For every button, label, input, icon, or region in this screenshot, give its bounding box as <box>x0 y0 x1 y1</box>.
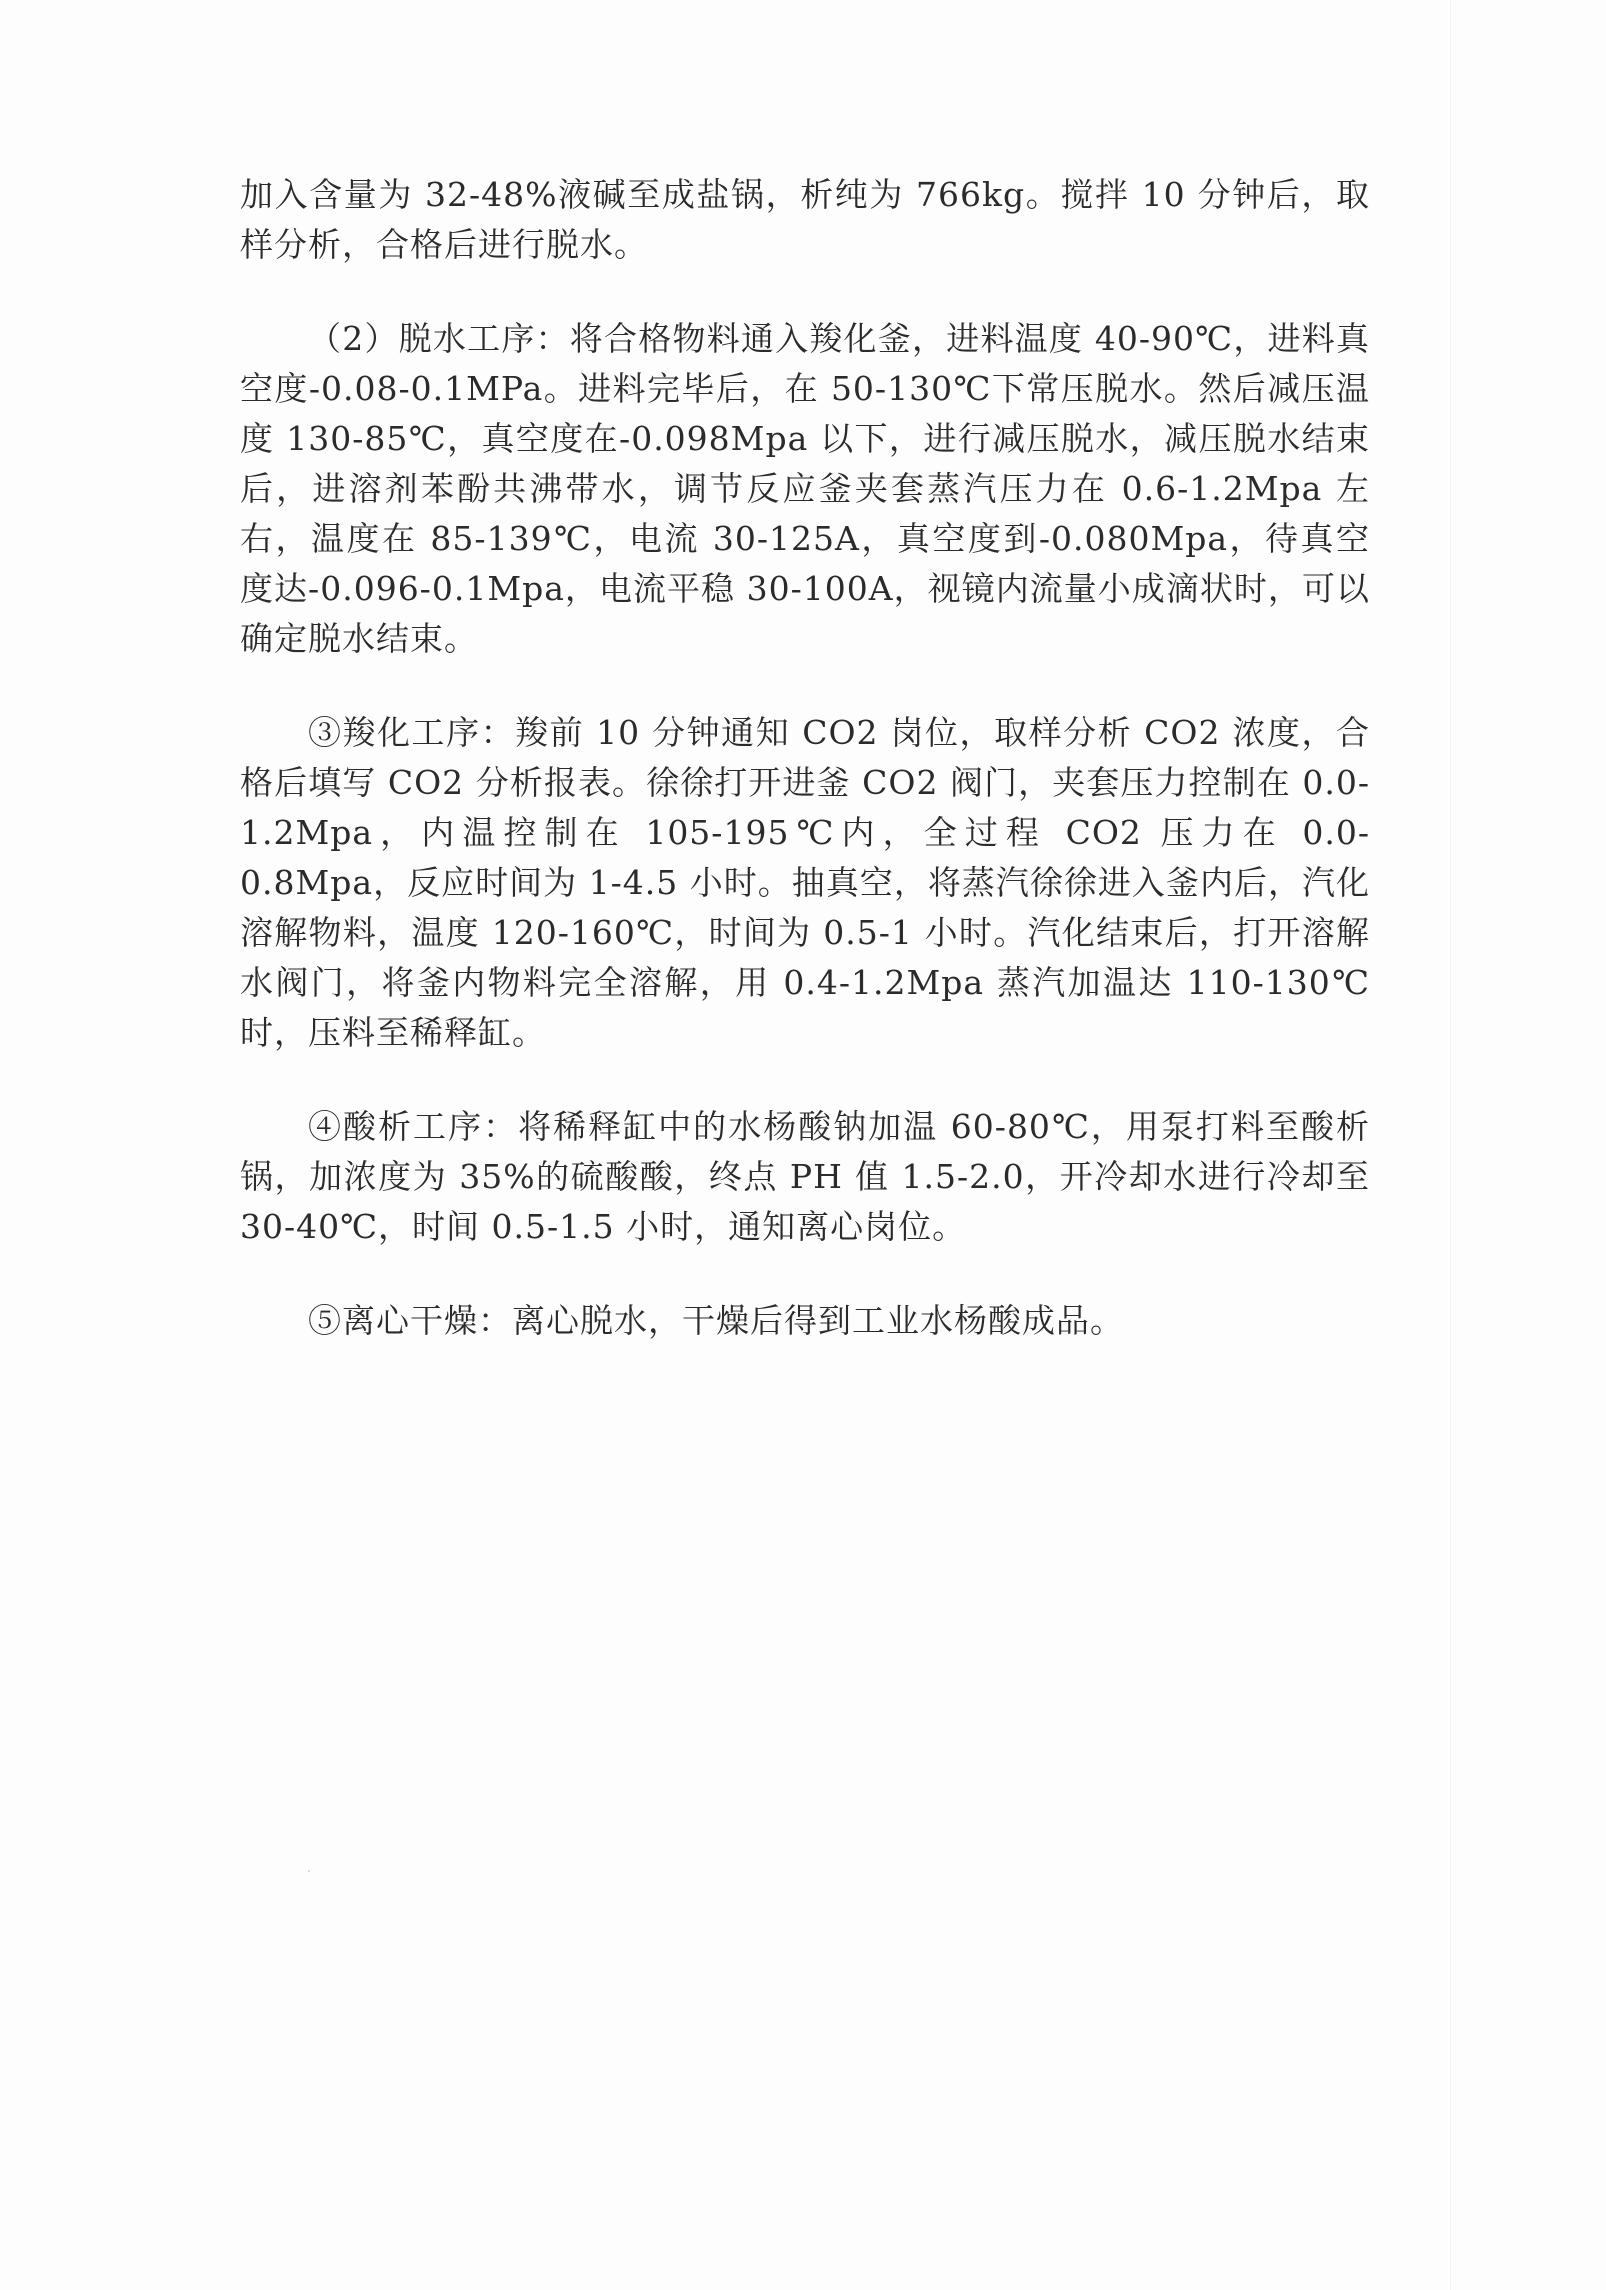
document-body <box>240 170 1370 1346</box>
scan-edge <box>1450 0 1451 2290</box>
paragraph-salt-formation: 加入含量为 32-48%液碱至成盐锅，析纯为 766kg。搅拌 10 分钟后，取样分析，合格后进行脱水。 <box>240 175 1370 264</box>
paragraph-carboxylation: ③羧化工序：羧前 10 分钟通知 CO2 岗位，取样分析 CO2 浓度，合格后填写 CO2 分析报表。徐徐打开进釜 CO2 阀门，夹套压力控制在 0.0-1.2Mpa，内温控制在 105-195℃内，全过程 CO2 压力在 0.0-0.8Mpa，反应时间为 1-4.5 小时。抽真空，将蒸汽徐徐进入釜内后，汽化溶解物料，温度 120-160℃，时间为 0.5-1 小时。汽化结束后，打开溶解水阀门，将釜内物料完全溶解，用 0.4-1.2Mpa 蒸汽加温达 110-130℃时，压料至稀释缸。 <box>240 713 1370 1052</box>
scan-speck <box>308 1870 310 1872</box>
paragraph-centrifuge-drying: ⑤离心干燥：离心脱水，干燥后得到工业水杨酸成品。 <box>308 1301 1124 1340</box>
paragraph-dehydration: （2）脱水工序：将合格物料通入羧化釜，进料温度 40-90℃，进料真空度-0.08-0.1MPa。进料完毕后，在 50-130℃下常压脱水。然后减压温度 130-85℃，真空度在-0.098Mpa 以下，进行减压脱水，减压脱水结束后，进溶剂苯酚共沸带水，调节反应釜夹套蒸汽压力在 0.6-1.2Mpa 左右，温度在 85-139℃，电流 30-125A，真空度到-0.080Mpa，待真空度达-0.096-0.1Mpa，电流平稳 30-100A，视镜内流量小成滴状时，可以确定脱水结束。 <box>240 319 1370 658</box>
paragraph-gap <box>240 1252 1370 1296</box>
paragraph-gap <box>240 1058 1370 1102</box>
paragraph-acidification: ④酸析工序：将稀释缸中的水杨酸钠加温 60-80℃，用泵打料至酸析锅，加浓度为 35%的硫酸酸，终点 PH 值 1.5-2.0，开冷却水进行冷却至 30-40℃，时间 0.5-1.5 小时，通知离心岗位。 <box>240 1107 1370 1246</box>
paragraph-gap <box>240 664 1370 708</box>
paragraph-gap <box>240 270 1370 314</box>
